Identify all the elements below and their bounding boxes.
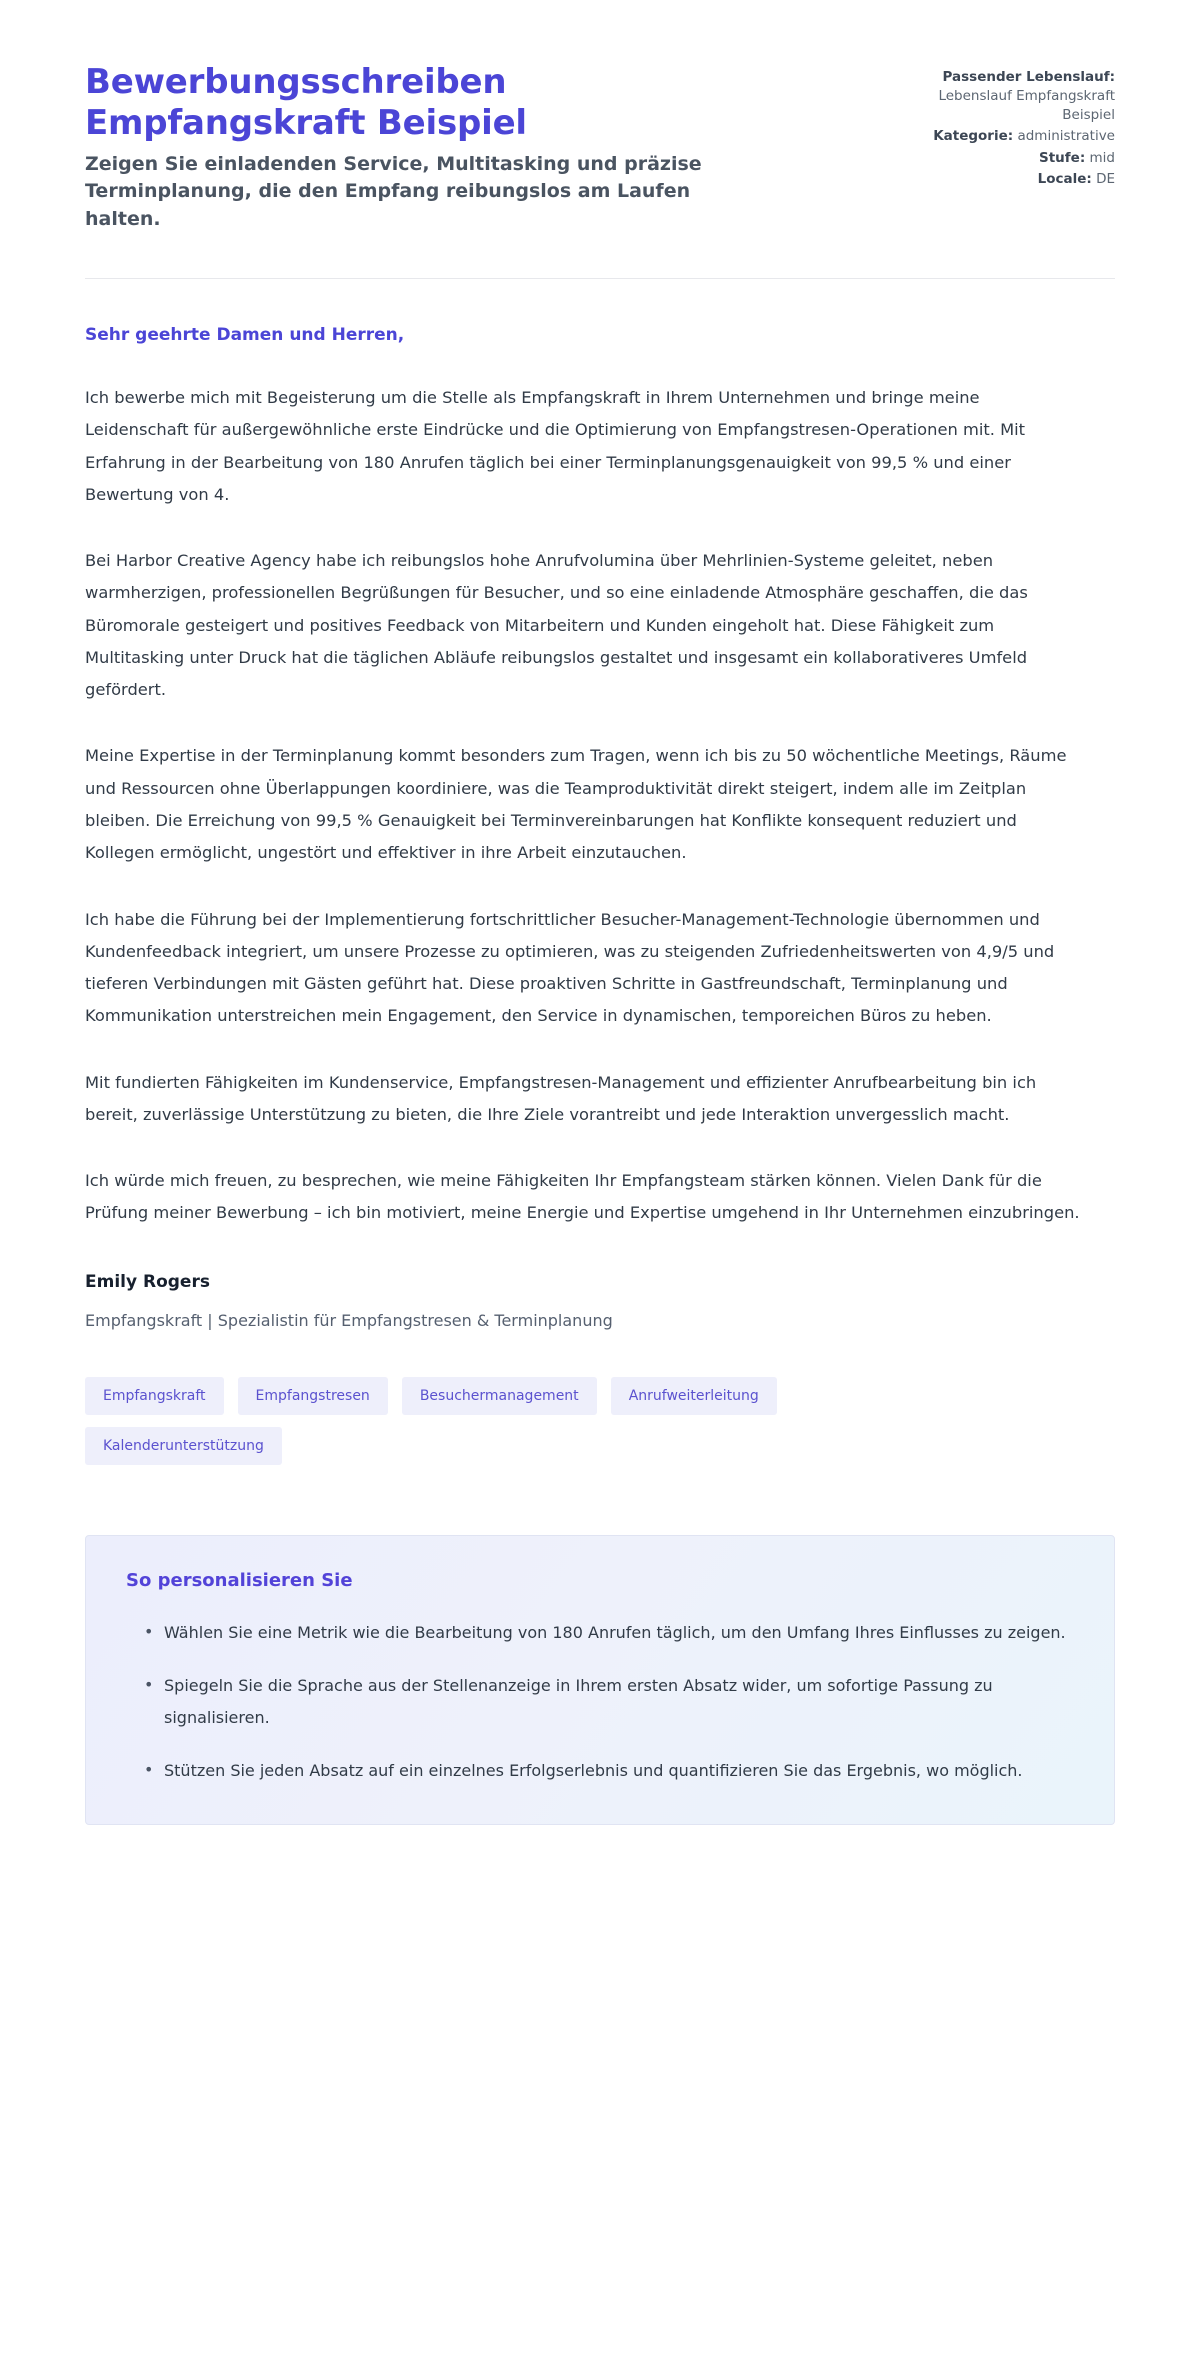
tag-chip[interactable]: Kalenderunterstützung bbox=[85, 1427, 282, 1465]
document-header bbox=[85, 62, 1115, 234]
signature-name: Emily Rogers bbox=[85, 1271, 210, 1292]
meta-label-locale: Locale: bbox=[1037, 170, 1092, 187]
page-title-line-2: Empfangskraft Beispiel bbox=[85, 103, 527, 144]
meta-value-matching-resume: Lebenslauf Empfangskraft Beispiel bbox=[938, 88, 1115, 124]
page-title-line-1: Bewerbungsschreiben bbox=[85, 62, 507, 102]
personalization-tips-box bbox=[85, 1535, 1115, 1825]
meta-value-category: administrative bbox=[1017, 128, 1115, 145]
meta-label-level: Stufe: bbox=[1039, 149, 1086, 166]
tag-chip[interactable]: Empfangstresen bbox=[238, 1377, 388, 1415]
page-title bbox=[85, 62, 805, 145]
letter-paragraph-3: Meine Expertise in der Terminplanung kommt besonders zum Tragen, wenn ich bis zu 50 wöchentliche Meetings, Räume und Ressourcen ohne Überlappungen koordiniere, was die Teamproduktivität direkt steigert, indem alle im Zeitplan bleiben. Die Erreichung von 99,5 % Genauigkeit bei Terminvereinbarungen hat Konflikte konsequent reduziert und Kollegen ermöglicht, ungestört und effektiver in ihre Arbeit einzutauchen. bbox=[85, 746, 1067, 863]
meta-label-matching-resume: Passender Lebenslauf: bbox=[942, 69, 1115, 85]
tag-list bbox=[85, 1377, 905, 1465]
tips-list-item: • Stützen Sie jeden Absatz auf ein einzelnes Erfolgserlebnis und quantifizieren Sie das Ergebnis, wo möglich. bbox=[148, 1755, 1074, 1786]
letter-paragraph-5: Mit fundierten Fähigkeiten im Kundenservice, Empfangstresen-Management und effizienter Anrufbearbeitung bin ich bereit, zuverlässige Unterstützung zu bieten, die Ihre Ziele vorantreibt und jede Interaktion unvergesslich macht. bbox=[85, 1072, 1037, 1124]
meta-label-category: Kategorie: bbox=[933, 128, 1014, 145]
tag-chip[interactable]: Anrufweiterleitung bbox=[611, 1377, 777, 1415]
cover-letter-body bbox=[85, 279, 1115, 1825]
meta-row-category bbox=[885, 127, 1115, 146]
meta-row-matching-resume bbox=[885, 68, 1115, 125]
page-subtitle: Zeigen Sie einladenden Service, Multitasking und präzise Terminplanung, die den Empfang reibungslos am Laufen halten. bbox=[85, 152, 702, 231]
letter-paragraph-6: Ich würde mich freuen, zu besprechen, wie meine Fähigkeiten Ihr Empfangsteam stärken können. Vielen Dank für die Prüfung meiner Bewerbung – ich bin motiviert, meine Energie und Expertise umgehend in Ihr Unternehmen einzubringen. bbox=[85, 1171, 1080, 1223]
letter-paragraph-1: Ich bewerbe mich mit Begeisterung um die Stelle als Empfangskraft in Ihrem Unternehmen und bringe meine Leidenschaft für außergewöhnliche erste Eindrücke und die Optimierung von Empfangstresen-Operationen mit. Mit Erfahrung in der Bearbeitung von 180 Anrufen täglich bei einer Terminplanungsgenauigkeit von 99,5 % und einer Bewertung von 4. bbox=[85, 388, 1026, 504]
header-title-block bbox=[85, 62, 805, 234]
meta-value-level: mid bbox=[1089, 149, 1115, 166]
document-meta-block bbox=[885, 62, 1115, 191]
signature-role: Empfangskraft | Spezialistin für Empfangstresen & Terminplanung bbox=[85, 1310, 613, 1330]
tag-chip[interactable]: Besuchermanagement bbox=[402, 1377, 597, 1415]
meta-row-level bbox=[885, 149, 1115, 168]
tips-heading: So personalisieren Sie bbox=[126, 1570, 353, 1592]
tips-list-item: • Spiegeln Sie die Sprache aus der Stellenanzeige in Ihrem ersten Absatz wider, um sofortige Passung zu signalisieren. bbox=[148, 1670, 1074, 1732]
tag-chip[interactable]: Empfangskraft bbox=[85, 1377, 224, 1415]
letter-paragraph-2: Bei Harbor Creative Agency habe ich reibungslos hohe Anrufvolumina über Mehrlinien-Systeme geleitet, neben warmherzigen, professionellen Begrüßungen für Besucher, und so eine einladende Atmosphäre geschaffen, die das Büromorale gesteigert und positives Feedback von Mitarbeitern und Kunden eingeholt hat. Diese Fähigkeit zum Multitasking unter Druck hat die täglichen Abläufe reibungslos gestaltet und insgesamt ein kollaborativeres Umfeld gefördert. bbox=[85, 551, 1028, 700]
meta-row-locale bbox=[885, 170, 1115, 189]
signature-block bbox=[85, 1272, 1115, 1334]
tips-list-item: • Wählen Sie eine Metrik wie die Bearbeitung von 180 Anrufen täglich, um den Umfang Ihres Einflusses zu zeigen. bbox=[148, 1617, 1074, 1648]
meta-value-locale: DE bbox=[1096, 170, 1115, 187]
letter-paragraph-4: Ich habe die Führung bei der Implementierung fortschrittlicher Besucher-Management-Technologie übernommen und Kundenfeedback integriert, um unsere Prozesse zu optimieren, was zu steigenden Zufriedenheitswerten von 4,9/5 und tieferen Verbindungen mit Gästen geführt hat. Diese proaktiven Schritte in Gastfreundschaft, Terminplanung und Kommunikation unterstreichen mein Engagement, den Service in dynamischen, temporeichen Büros zu heben. bbox=[85, 909, 1055, 1026]
tips-list bbox=[126, 1617, 1074, 1786]
document-sheet bbox=[85, 0, 1115, 1825]
letter-salutation: Sehr geehrte Damen und Herren, bbox=[85, 324, 405, 345]
